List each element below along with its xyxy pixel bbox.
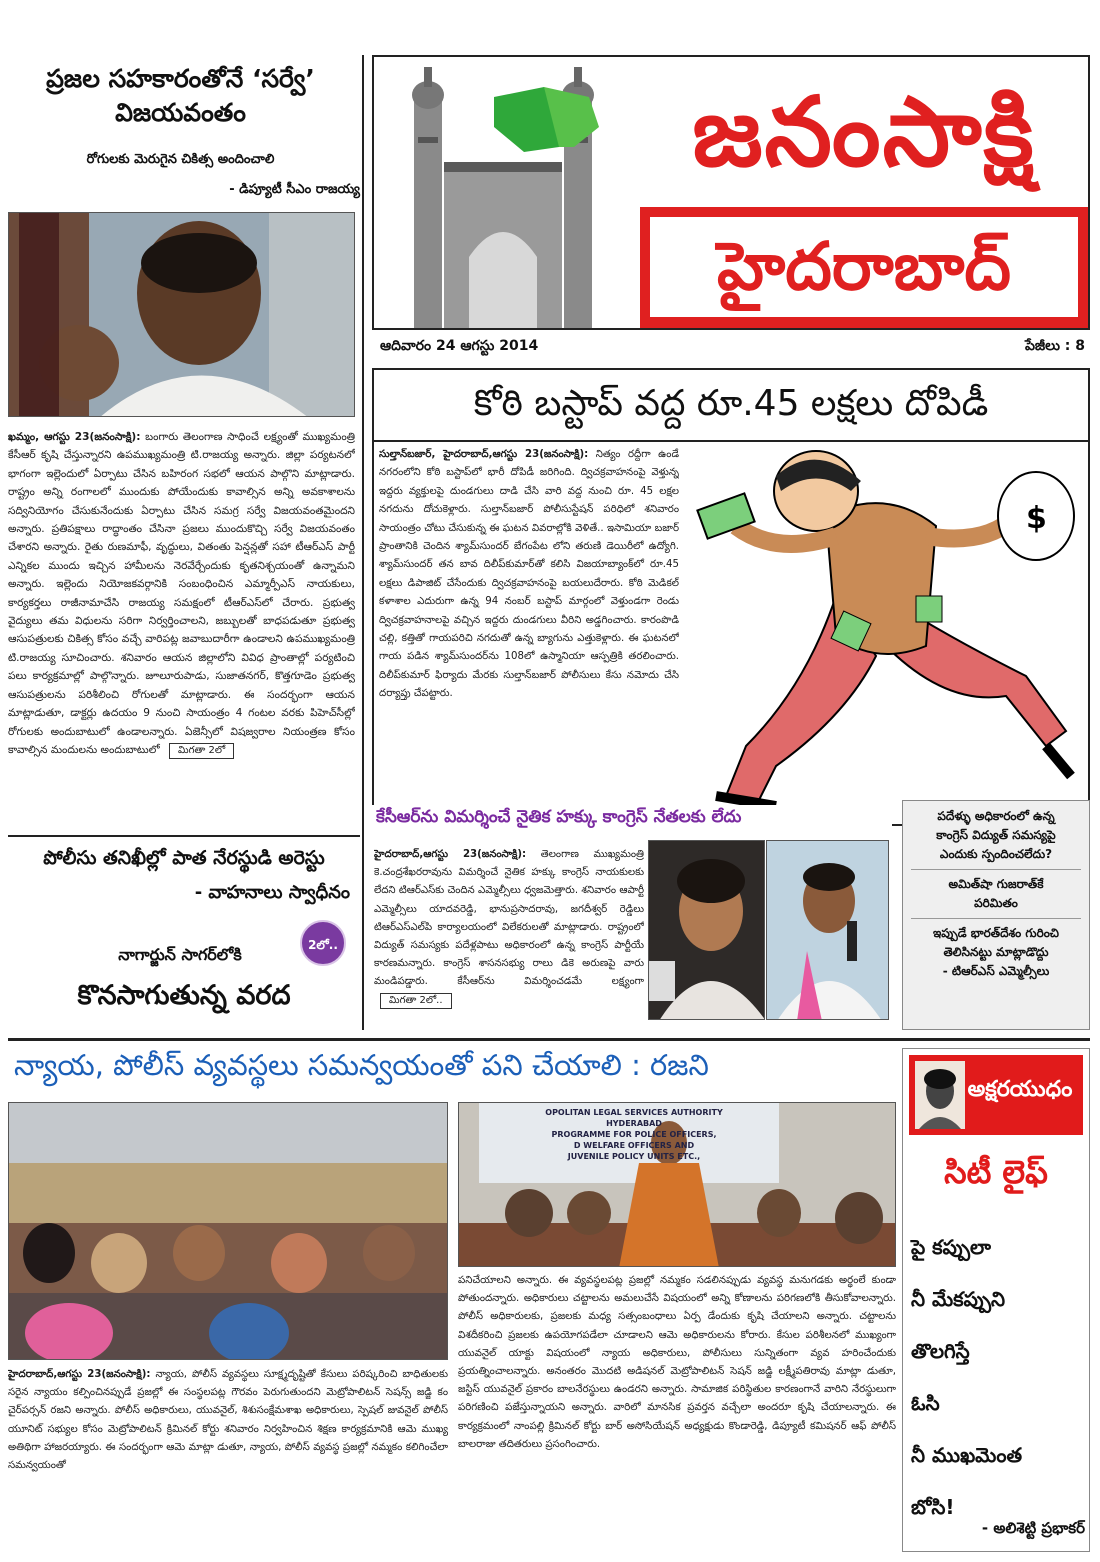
left-subhead: రోగులకు మెరుగైన చికిత్స అందించాలి bbox=[86, 152, 275, 167]
running-thief-icon bbox=[686, 446, 1084, 820]
mlc-photo-1-art bbox=[649, 841, 765, 1020]
poem-line-3: తొలగిస్తే bbox=[911, 1339, 970, 1363]
poem-line-6: బోసి! bbox=[911, 1495, 955, 1519]
lead-story-dateline: సుల్తాన్‌బజార్, హైదరాబాద్,ఆగస్టు 23(జనంసాక్షి): bbox=[379, 449, 589, 460]
quote-line-3: ఎందుకు స్పందించలేదు? bbox=[939, 847, 1053, 861]
poem-line-2: నీ మేకప్పుని bbox=[911, 1287, 1006, 1311]
left-story-text: బంగారు తెలంగాణ సాధించే లక్ష్యంతో ముఖ్యమంత్రి కేసీఆర్ కృషి చేస్తున్నారని ఉపముఖ్యమంత్రి టి.రాజయ్య అన్నారు. జిల్లా పర్యటనలో భాగంగా ఇల్లెందులో ఏర్పాటు చేసిన బహిరంగ సభలో ఆయన పాల్గొని మాట్లాడారు. రాష్ట్రం అన్ని రంగాలలో ముందుకు పోయేందుకు కావాల్సిన అన్ని అవకాశాలను సద్వినియోగం చేసుకునేందుకు ఏర్పాటు చేసిన సమగ్ర సర్వే విజయవంతమైందని అన్నారు. ప్రతిపక్షాలు రాద్ధాంతం చేసినా ప్రజలు ముందుకొచ్చి సర్వే విజయవంతం చేశారని అన్నారు. రైతు రుణమాఫీ, వృద్ధులు, వితంతు పెన్షన్లతో సహా టీఆర్ఎస్ పార్టీ ఎన్నికల ముందు ఇచ్చిన హామీలను నెరవేర్చేందుకు కృతనిశ్చయంతో ఉన్నామని అన్నారు. ఇల్లెందు నియోజకవర్గానికి సంబంధించిన ఎమ్మార్పీఎస్ నాయకులు, కార్యకర్తలు రాజీనామాచేసి రాజయ్య సమక్షంలో టీఆర్ఎస్‌లో చేరారు. ప్రభుత్వ వైద్యులు తమ విధులను సరిగా నిర్వర్తించాలని, జబ్బులతో బాధపడుతూ ప్రభుత్వ ఆసుపత్రులకు చికిత్స కోసం వచ్చే వారిపట్ల జవాబుదారీగా ఉండాలని ఉపముఖ్యమంత్రి టి.రాజయ్య సూచించారు. శనివారం ఆయన జిల్లాలోని వివిధ ప్రాంతాల్లో పర్యటించి పలు కార్యక్రమాల్లో పాల్గొన్నారు. జూలూరుపాడు, సుజాతనగర్, కొత్తగూడెం ప్రభుత్వ ఆసుపత్రులను పరిశీలించి రోగులతో మాట్లాడారు. ఈ సందర్భంగా ఆయన మాట్లాడుతూ, డాక్టర్లు ఉదయం 9 నుంచి సాయంత్రం 4 గంటల వరకు పిహెచ్‌సీల్లో రోగులకు అందుబాటులో ఉండాలన్నారు. ఏజెన్సీలో విషజ్వరాల నియంత్రణ కోసం కావాల్సిన మందులను అందుబాటులో bbox=[8, 431, 355, 756]
left-story-continued: మిగతా 2లో bbox=[169, 743, 234, 759]
banner-line-4: D WELFARE OFFICERS AND bbox=[573, 1141, 695, 1150]
mlc-photo-2-art bbox=[767, 841, 889, 1020]
kcr-story-text: తెలంగాణ ముఖ్యమంత్రి కె.చంద్రశేఖరరావును విమర్శించే నైతిక హక్కు కాంగ్రెస్ నాయకులకు లేదని టిఆర్ఎస్‌కు చెందిన ఎమ్మెల్సీలు ధ్వజమెత్తారు. శనివారం ఆపార్టీ ఎమ్మెల్సీలు యాదవరెడ్డి, భానుప్రసాదరావు, జగదీశ్వర్ రెడ్డిలు టిఆర్ఎస్‌ఎల్‌పి కార్యాలయంలో విలేకరులతో మాట్లాడారు. రాష్ట్రంలో విద్యుత్ సమస్యకు పదేళ్లపాటు అధికారంలో ఉన్న కాంగ్రెస్ పార్టీయే కారణమన్నారు. కాంగ్రెస్ శాసనసభ్యు రాలు డికె అరుణపై వారు మండిపడ్డారు. కేసీఆర్‌ను విమర్శించడమే లక్ష్యంగా bbox=[374, 849, 644, 988]
masthead bbox=[372, 55, 1090, 330]
banner-line-2: HYDERABAD bbox=[606, 1119, 662, 1128]
flood-kicker: నాగార్జున్ సాగర్‌లోకి bbox=[118, 945, 242, 964]
column-title: సిటీ లైఫ్ bbox=[944, 1153, 1048, 1191]
kcr-headline: కేసీఆర్‌ను విమర్శించే నైతిక హక్కు కాంగ్రెస్ నేతలకు లేదు bbox=[372, 805, 892, 833]
arrest-headline: పోలీసు తనిఖీల్లో పాత నేరస్థుడి అరెస్టు bbox=[43, 847, 325, 869]
deputy-cm-photo-art bbox=[9, 213, 355, 417]
bottom-section-rule bbox=[8, 1038, 1090, 1041]
arrest-subhead: - వాహనాలు స్వాధీనం bbox=[194, 882, 350, 903]
poem-line-1: పై కప్పులా bbox=[911, 1235, 991, 1259]
poetry-column bbox=[902, 1048, 1090, 1552]
quote-line-8: - టిఆర్ఎస్ ఎమ్మెల్సీలు bbox=[942, 964, 1050, 978]
left-headline-line-2: విజయవంతం bbox=[115, 98, 246, 127]
poem bbox=[911, 1221, 1087, 1533]
kcr-story-body bbox=[374, 846, 644, 1041]
bottom-story-left-text: న్యాయ, పోలీస్ వ్యవస్థలు సూక్ష్మదృష్టితో కేసులు పరిష్కరించి బాధితులకు సరైన న్యాయం కల్పించినప్పుడే ప్రజల్లో ఈ సంస్థలపట్ల గౌరవం పెరుగుతుందని మెట్రోపాలిటన్ సెషన్స్ జడ్జి కం చైర్‌పర్సన్ రజని అన్నారు. పోలీస్ అధికారులు, యువనైల్, శిశుసంక్షేమశాఖ అధికారులు, స్పెషల్ జువనైల్ పోలీస్ యూనిట్ సభ్యుల కోసం మెట్రోపాలిటన్ క్రిమినల్ కోర్టు శనివారం నిర్వహించిన శిక్షణ కార్యక్రమానికి ఆమె ముఖ్య అతిథిగా హాజరయ్యారు. ఈ సందర్భంగా ఆమె మాట్లా డుతూ, న్యాయ, పోలీస్ వ్యవస్థ ప్రజల్లో నమ్మకం కలిగించేలా సమన్వయంతో bbox=[8, 1369, 448, 1472]
paper-name-panel bbox=[640, 57, 1088, 207]
poem-line-5: నీ ముఖమెంత bbox=[911, 1443, 1023, 1467]
lead-headline-rule bbox=[374, 440, 1088, 442]
banner-line-3: PROGRAMME FOR POLICE OFFICERS, bbox=[551, 1130, 717, 1139]
banner-line-5: JUVENILE POLICY UNITS ETC., bbox=[567, 1152, 701, 1161]
edition-name: హైదరాబాద్ bbox=[717, 228, 1011, 305]
mlc-photo-1 bbox=[648, 840, 765, 1020]
lead-story-text: నిత్యం రద్దీగా ఉండే నగరంలోని కోఠి బస్టాప్‌లో భారీ దోపిడీ జరిగింది. ద్విచక్రవాహనంపై వెళ్తున్న ఇద్దరు వ్యక్తులపై దుండగులు దాడి చేసి వారి వద్ద నుంచి రూ. 45 లక్షల నగదును దోచుకెళ్లారు. సుల్తాన్‌బజార్ పోలీసుస్టేషన్ పరిధిలో శనివారం సాయంత్రం చోటు చేసుకున్న ఈ ఘటన వివరాల్లోకి వెళితే.. ఇసామియా బజార్ ప్రాంతానికి చెందిన శ్యామ్‌సుందర్ బేగంపేట లోని తరుణి డెయిరీలో ఉద్యోగి. శ్యామ్‌సుందర్ తన బావ దిలీప్‌కుమార్‌తో కలిసి విజయాబ్యాంక్‌లో రూ.45 లక్షలు డిపాజిట్ చేసేందుకు ద్విచక్రవాహనంపై బయలుదేరారు. కోఠి మెడికల్ కళాశాల ఎదురుగా ఉన్న 94 నంబర్ బస్టాప్ మార్గంలో వెళ్తుండగా రెండు ద్విచక్రవాహనాలపై వచ్చిన ఇద్దరు దుండగులు వీరిని అడ్డగించారు. కారంపొడి చల్లి, కత్తితో గాయపరిచి నగదుతో ఉన్న బ్యాగును ఎత్తుకెళ్లారు. ఈ ఘటనలో గాయ పడిన శ్యామ్‌సుందర్‌ను 108లో ఉస్మానియా ఆస్పత్రికి తరలించారు. దిలీప్‌కుమార్ ఫిర్యాదు మేరకు సుల్తాన్‌బజార్ పోలీసులు కేసు నమోదు చేసి దర్యాప్తు చేపట్టారు. bbox=[379, 449, 679, 700]
left-attribution: - డిప్యూటీ సీఎం రాజయ్య bbox=[229, 182, 360, 197]
left-headline-line-1: ప్రజల సహకారంతోనే ‘సర్వే’ bbox=[46, 64, 315, 93]
quote-line-5: పరిమితం bbox=[974, 896, 1018, 910]
quote-line-4: అమిత్‌షా గుజరాత్‌కే bbox=[948, 877, 1044, 891]
column-divider bbox=[362, 55, 364, 1030]
bottom-story-right bbox=[458, 1272, 896, 1552]
paper-name: జనంసాక్షి bbox=[692, 76, 1036, 188]
column-logo-text: అక్షరయుధం bbox=[967, 1077, 1073, 1102]
left-story-body bbox=[8, 428, 355, 828]
lead-story-body bbox=[379, 446, 679, 820]
bottom-story-right-text: పనిచేయాలని అన్నారు. ఈ వ్యవస్థలపట్ల ప్రజల్లో నమ్మకం సడలినప్పుడు వ్యవస్థ మనుగడకు అర్థంలే కుండా పోతుందన్నారు. అధికారులు చట్టాలను అమలుచేసే విషయంలో అన్ని కోణాలను పరిగణలోకి తీసుకోవాలన్నారు. పోలీస్ అధికారులకు, ప్రజలకు మధ్య సత్సంబంధాలు ఏర్ప డేందుకు కృషి చేయాలని అన్నారు. చట్టాలను విశదీకరించి ప్రజలకు ఉపయోగపడేలా చూడాలని ఆమె అధికారులను కోరారు. కేసుల పరిశీలనలో ముఖ్యంగా యువనైల్ యాక్టు విషయంలో న్యాయ అధికారులు, పోలీసులు సున్నితంగా వ్యవ హరించేందుకు ప్రయత్నించాలన్నారు. అనంతరం మొదటి అడిషనల్ మెట్రోపాలిటన్ సెషన్ జడ్జి లక్ష్మీపతిరావు మాట్లా డుతూ, జస్టిస్ యువనైల్ ప్రకారం బాలనేరస్థులు ఉండరని అన్నారు. సామాజిక పరిస్థితుల కారణంగానే వారిని నేరస్థులుగా పరిగణించి పజేస్తున్నాయని అన్నారు. వారిలో మానసిక ప్రవర్తన వచ్చేలా అందరూ కృషి చేయాలన్నారు. ఈ కార్యక్రమంలో నాంపల్లి క్రిమినల్ కోర్టు బార్ అసోసియేషన్ అధ్యక్షుడు కొండారెడ్డి, డిప్యూటీ కమిషనర్ ఆఫ్ పోలీస్ బాలరాజు తదితరులు ప్రసంగించారు. bbox=[458, 1275, 896, 1450]
quote-line-2: కాంగ్రెస్ విద్యుత్ సమస్యపై bbox=[936, 828, 1056, 842]
quote-box bbox=[902, 800, 1090, 1030]
quote-line-1: పదేళ్ళు అధికారంలో ఉన్న bbox=[937, 809, 1055, 823]
speaker-banner bbox=[489, 1107, 779, 1162]
edition-panel bbox=[650, 217, 1078, 317]
quote-divider-1 bbox=[911, 869, 1081, 870]
quote-line-7: తెలిసినట్టు మాట్లాడొద్దు bbox=[943, 945, 1049, 959]
lead-headline: కోఠి బస్టాప్ వద్ద రూ.45 లక్షలు దోపిడీ bbox=[473, 383, 989, 424]
deputy-cm-photo bbox=[8, 212, 355, 417]
dollar-sign-icon: $ bbox=[1026, 501, 1047, 536]
quote-line-6: ఇప్పుడే భారత్‌దేశం గురించి bbox=[933, 926, 1059, 940]
poem-author: - అలిశెట్టి ప్రభాకర్ bbox=[981, 1519, 1085, 1537]
issue-date: ఆదివారం 24 ఆగస్టు 2014 bbox=[380, 338, 539, 354]
left-story-dateline: ఖమ్మం, ఆగస్టు 23(జనంసాక్షి): bbox=[8, 431, 141, 443]
kcr-story-continued: మిగతా 2లో.. bbox=[380, 993, 452, 1009]
banner-line-1: OPOLITAN LEGAL SERVICES AUTHORITY bbox=[545, 1108, 723, 1117]
page-2-badge bbox=[300, 920, 346, 966]
left-headline bbox=[8, 62, 353, 130]
robber-illustration bbox=[686, 446, 1084, 820]
poem-line-4: ఓసి bbox=[911, 1391, 940, 1415]
quote-divider-2 bbox=[911, 918, 1081, 919]
charminar-icon bbox=[374, 57, 640, 328]
page-2-badge-label: 2లో.. bbox=[308, 938, 338, 952]
page-count: పేజీలు : 8 bbox=[1024, 338, 1085, 354]
speaker-photo bbox=[458, 1102, 896, 1267]
charminar-panel bbox=[374, 57, 640, 328]
lead-story-box bbox=[372, 368, 1090, 826]
audience-photo-art bbox=[9, 1103, 448, 1360]
mlc-photo-2 bbox=[766, 840, 889, 1020]
bottom-headline: న్యాయ, పోలీస్ వ్యవస్థలు సమన్వయంతో పని చేయాలి : రజని bbox=[14, 1048, 709, 1082]
flood-headline: కొనసాగుతున్న వరద bbox=[77, 980, 291, 1011]
audience-photo bbox=[8, 1102, 448, 1360]
column-logo bbox=[907, 1053, 1085, 1137]
bottom-story-left bbox=[8, 1366, 448, 1552]
left-divider-1 bbox=[8, 835, 360, 837]
bottom-story-dateline: హైదరాబాద్,ఆగస్టు 23(జనంసాక్షి): bbox=[8, 1369, 151, 1380]
kcr-story-dateline: హైదరాబాద్,ఆగస్టు 23(జనంసాక్షి): bbox=[374, 849, 527, 860]
